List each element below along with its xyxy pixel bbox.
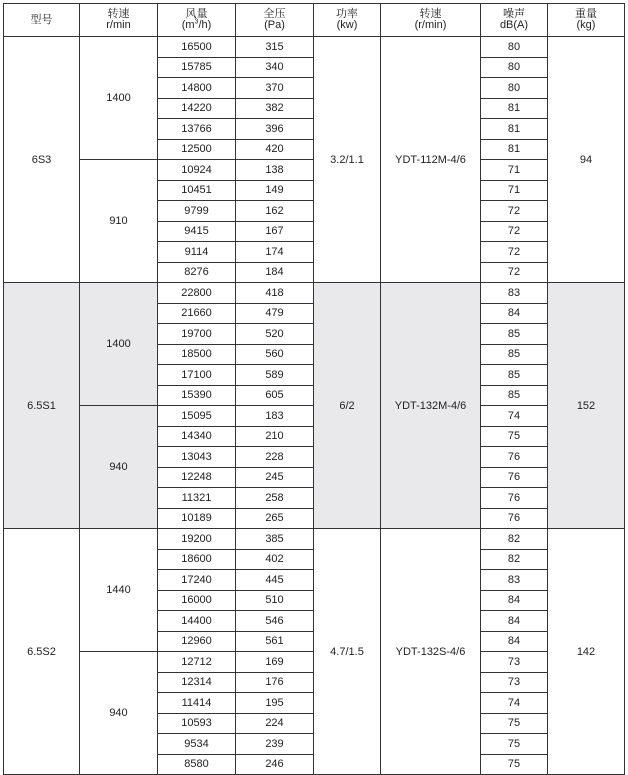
noise-cell: 75	[481, 713, 548, 734]
table-row	[4, 37, 625, 58]
table-row	[4, 283, 625, 304]
noise-cell: 74	[481, 406, 548, 427]
speed-cell: 1440	[80, 529, 158, 652]
noise-cell: 84	[481, 611, 548, 632]
pressure-cell: 174	[236, 242, 314, 263]
noise-cell: 74	[481, 693, 548, 714]
pressure-cell: 315	[236, 37, 314, 58]
header-airflow: 风量 $(m^3/h)$	[158, 4, 236, 37]
airflow-cell: 18600	[158, 549, 236, 570]
noise-cell: 84	[481, 631, 548, 652]
airflow-cell: 9415	[158, 221, 236, 242]
pressure-cell: 176	[236, 672, 314, 693]
speed-cell: 1400	[80, 283, 158, 406]
pressure-cell: 239	[236, 734, 314, 755]
motor-cell: YDT-112M-4/6	[381, 37, 481, 283]
noise-cell: 72	[481, 201, 548, 222]
group-6-5S1	[4, 283, 625, 529]
airflow-cell: 13766	[158, 119, 236, 140]
speed-cell: 940	[80, 406, 158, 529]
pressure-cell: 560	[236, 344, 314, 365]
pressure-cell: 402	[236, 549, 314, 570]
airflow-cell: 16500	[158, 37, 236, 58]
power-cell: 3.2/1.1	[314, 37, 381, 283]
airflow-cell: 11321	[158, 488, 236, 509]
airflow-cell: 10924	[158, 160, 236, 181]
noise-cell: 85	[481, 385, 548, 406]
pressure-cell: 561	[236, 631, 314, 652]
noise-cell: 76	[481, 488, 548, 509]
header-speed: 转速 r/min	[80, 4, 158, 37]
noise-cell: 75	[481, 426, 548, 447]
noise-cell: 82	[481, 549, 548, 570]
airflow-cell: 9114	[158, 242, 236, 263]
airflow-cell: 17240	[158, 570, 236, 591]
airflow-cell: 16000	[158, 590, 236, 611]
airflow-cell: 10593	[158, 713, 236, 734]
weight-cell: 94	[548, 37, 625, 283]
noise-cell: 71	[481, 180, 548, 201]
pressure-cell: 605	[236, 385, 314, 406]
noise-cell: 81	[481, 119, 548, 140]
airflow-cell: 8276	[158, 262, 236, 283]
header-weight: 重量 (kg)	[548, 4, 625, 37]
model-cell: 6S3	[4, 37, 80, 283]
pressure-cell: 169	[236, 652, 314, 673]
weight-cell: 142	[548, 529, 625, 775]
noise-cell: 82	[481, 529, 548, 550]
airflow-cell: 19700	[158, 324, 236, 345]
airflow-cell: 19200	[158, 529, 236, 550]
noise-cell: 76	[481, 447, 548, 468]
speed-cell: 910	[80, 160, 158, 283]
noise-cell: 76	[481, 467, 548, 488]
header-motor-speed: 转速 (r/min)	[381, 4, 481, 37]
airflow-cell: 18500	[158, 344, 236, 365]
pressure-cell: 382	[236, 98, 314, 119]
pressure-cell: 546	[236, 611, 314, 632]
motor-cell: YDT-132S-4/6	[381, 529, 481, 775]
pressure-cell: 340	[236, 57, 314, 78]
pressure-cell: 420	[236, 139, 314, 160]
pressure-cell: 520	[236, 324, 314, 345]
airflow-cell: 15095	[158, 406, 236, 427]
header-row	[4, 4, 625, 37]
power-cell: 4.7/1.5	[314, 529, 381, 775]
power-cell: 6/2	[314, 283, 381, 529]
pressure-cell: 370	[236, 78, 314, 99]
pressure-cell: 589	[236, 365, 314, 386]
header-model: 型号	[4, 4, 80, 37]
pressure-cell: 183	[236, 406, 314, 427]
noise-cell: 80	[481, 57, 548, 78]
airflow-cell: 12960	[158, 631, 236, 652]
pressure-cell: 385	[236, 529, 314, 550]
noise-cell: 84	[481, 303, 548, 324]
noise-cell: 72	[481, 262, 548, 283]
noise-cell: 85	[481, 324, 548, 345]
speed-cell: 1400	[80, 37, 158, 160]
noise-cell: 83	[481, 283, 548, 304]
model-cell: 6.5S2	[4, 529, 80, 775]
weight-cell: 152	[548, 283, 625, 529]
fan-spec-table	[3, 3, 625, 775]
spec-table-container	[3, 3, 625, 775]
pressure-cell: 138	[236, 160, 314, 181]
airflow-cell: 14340	[158, 426, 236, 447]
group-6-5S2	[4, 529, 625, 775]
pressure-cell: 228	[236, 447, 314, 468]
pressure-cell: 245	[236, 467, 314, 488]
pressure-cell: 246	[236, 754, 314, 775]
pressure-cell: 396	[236, 119, 314, 140]
airflow-cell: 15390	[158, 385, 236, 406]
noise-cell: 81	[481, 98, 548, 119]
noise-cell: 85	[481, 344, 548, 365]
noise-cell: 83	[481, 570, 548, 591]
pressure-cell: 195	[236, 693, 314, 714]
pressure-cell: 479	[236, 303, 314, 324]
noise-cell: 80	[481, 37, 548, 58]
airflow-cell: 10189	[158, 508, 236, 529]
airflow-cell: 17100	[158, 365, 236, 386]
noise-cell: 72	[481, 242, 548, 263]
airflow-cell: 22800	[158, 283, 236, 304]
noise-cell: 84	[481, 590, 548, 611]
noise-cell: 81	[481, 139, 548, 160]
noise-cell: 75	[481, 734, 548, 755]
noise-cell: 76	[481, 508, 548, 529]
speed-cell: 940	[80, 652, 158, 775]
airflow-cell: 9534	[158, 734, 236, 755]
airflow-cell: 11414	[158, 693, 236, 714]
header-pressure: 全压 (Pa)	[236, 4, 314, 37]
airflow-cell: 13043	[158, 447, 236, 468]
noise-cell: 71	[481, 160, 548, 181]
noise-cell: 73	[481, 652, 548, 673]
airflow-cell: 12248	[158, 467, 236, 488]
pressure-cell: 184	[236, 262, 314, 283]
pressure-cell: 418	[236, 283, 314, 304]
pressure-cell: 162	[236, 201, 314, 222]
airflow-cell: 10451	[158, 180, 236, 201]
pressure-cell: 258	[236, 488, 314, 509]
airflow-cell: 9799	[158, 201, 236, 222]
pressure-cell: 167	[236, 221, 314, 242]
header-noise: 噪声 dB(A)	[481, 4, 548, 37]
motor-cell: YDT-132M-4/6	[381, 283, 481, 529]
noise-cell: 80	[481, 78, 548, 99]
airflow-cell: 14800	[158, 78, 236, 99]
airflow-cell: 15785	[158, 57, 236, 78]
noise-cell: 72	[481, 221, 548, 242]
airflow-cell: 12712	[158, 652, 236, 673]
noise-cell: 85	[481, 365, 548, 386]
airflow-cell: 14400	[158, 611, 236, 632]
airflow-cell: 21660	[158, 303, 236, 324]
pressure-cell: 265	[236, 508, 314, 529]
pressure-cell: 210	[236, 426, 314, 447]
airflow-cell: 12500	[158, 139, 236, 160]
table-row	[4, 529, 625, 550]
airflow-cell: 12314	[158, 672, 236, 693]
pressure-cell: 149	[236, 180, 314, 201]
header-power: 功率 (kw)	[314, 4, 381, 37]
pressure-cell: 224	[236, 713, 314, 734]
noise-cell: 73	[481, 672, 548, 693]
noise-cell: 75	[481, 754, 548, 775]
model-cell: 6.5S1	[4, 283, 80, 529]
pressure-cell: 510	[236, 590, 314, 611]
pressure-cell: 445	[236, 570, 314, 591]
airflow-cell: 14220	[158, 98, 236, 119]
airflow-cell: 8580	[158, 754, 236, 775]
group-6S3	[4, 37, 625, 283]
